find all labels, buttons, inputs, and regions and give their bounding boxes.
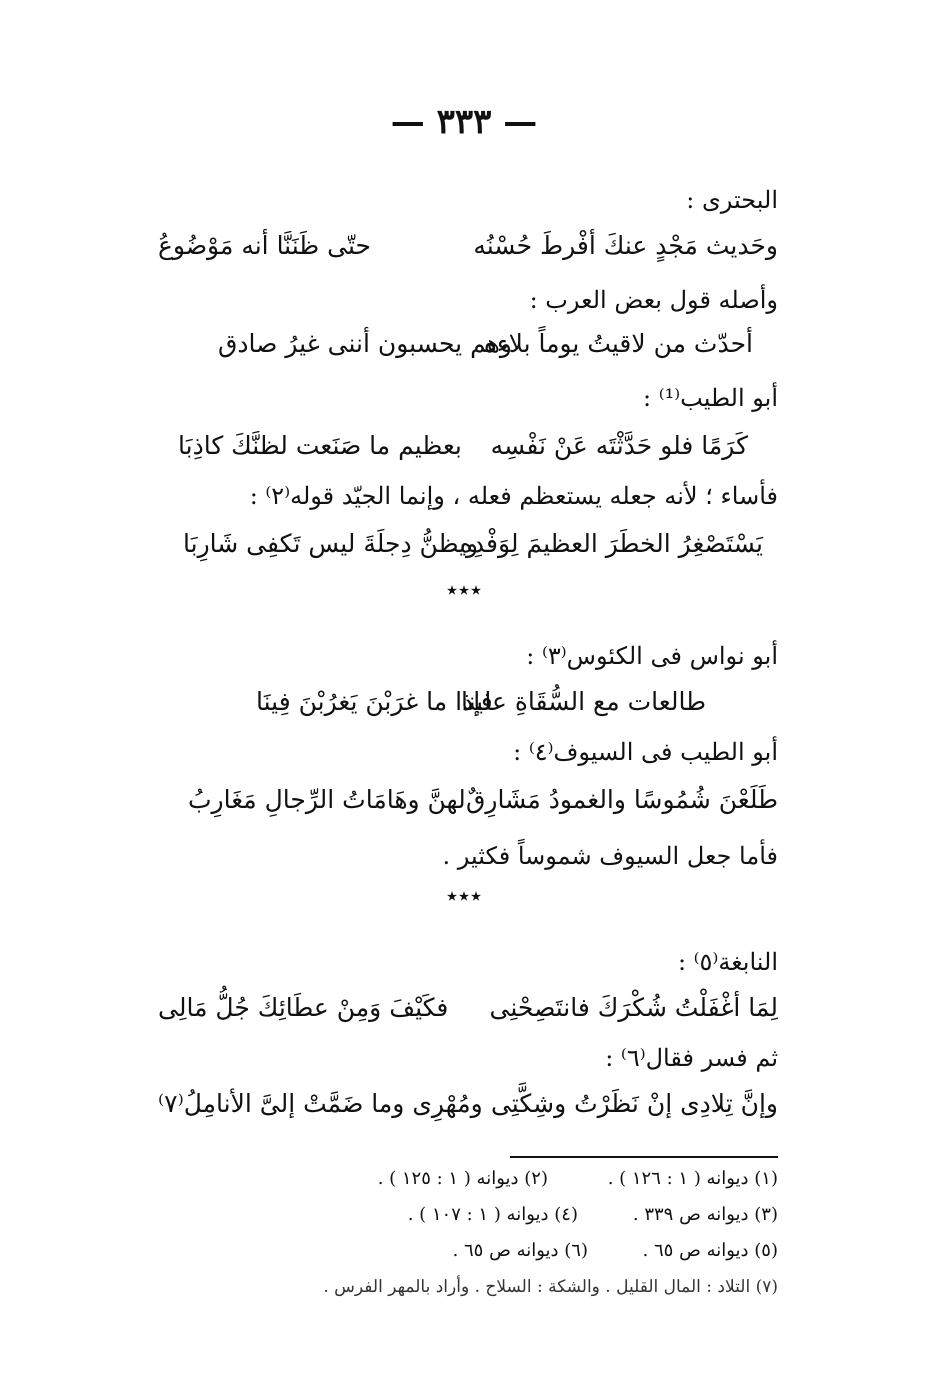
verse-8-second-hemistich: ومُهْرِى وما ضَمَّتْ إلىَّ الأنامِلُ⁽٧⁾ xyxy=(158,1089,483,1118)
verse-2 xyxy=(218,322,753,366)
verse-5 xyxy=(256,680,706,724)
footnote-3: (٣) ديوانه ص ٣٣٩ . xyxy=(632,1204,778,1225)
commentary-line: وأصله قول بعض العرب : xyxy=(529,286,778,314)
verse-1-second-hemistich: حتّى ظَنَنَّا أنه مَوْضُوعُ xyxy=(158,231,371,260)
footnote-2: (٢) ديوانه ( ١ : ١٢٥ ) . xyxy=(377,1168,548,1189)
verse-8 xyxy=(158,1082,778,1126)
verse-6-second-hemistich: لهنَّ وهَامَاتُ الرِّجالِ مَغَارِبُ xyxy=(188,785,466,814)
footnote-row-3 xyxy=(418,1236,778,1266)
verse-4 xyxy=(183,522,763,566)
verse-4-second-hemistich: ويظنُّ دِجلَةَ ليس تَكفِى شَارِبَا xyxy=(183,529,479,558)
section-separator: ٭٭٭ xyxy=(446,884,482,909)
verse-3-first-hemistich: كَرَمًا فلو حَدَّثْتَه عَنْ نَفْسِه xyxy=(490,431,748,460)
commentary-line: فأما جعل السيوف شموساً فكثير . xyxy=(442,842,778,870)
verse-1-first-hemistich: وحَديث مَجْدٍ عنكَ أفْرطَ حُسْنُه xyxy=(473,231,778,260)
verse-3 xyxy=(178,424,748,468)
verse-4-first-hemistich: يَسْتَصْغِرُ الخطَرَ العظيمَ لِوَفْدِه xyxy=(459,529,763,558)
footnote-6: (٦) ديوانه ص ٦٥ . xyxy=(452,1240,588,1261)
page-number: — ٣٣٣ — xyxy=(390,102,538,142)
verse-7 xyxy=(158,986,778,1030)
verse-8-first-hemistich: وإنَّ تِلادِى إنْ نَظَرْتُ وشِكَّتِى xyxy=(490,1089,778,1118)
verse-7-first-hemistich: لِمَا أغْفَلْتُ شُكْرَكَ فانتَصِحْنِى xyxy=(489,993,778,1022)
poet-heading-abu-tayyib: أبو الطيب⁽¹⁾ : xyxy=(643,384,778,412)
footnote-7: (٧) التلاد : المال القليل . والشكة : السلاح . وأراد بالمهر الفرس . xyxy=(323,1277,778,1297)
verse-6-first-hemistich: طَلَعْنَ شُمُوسًا والغمودُ مَشَارِقٌ xyxy=(466,785,778,814)
poet-heading-abu-nuwas: أبو نواس فى الكئوس⁽٣⁾ : xyxy=(526,642,778,670)
commentary-line: ثم فسر فقال⁽٦⁾ : xyxy=(605,1044,778,1072)
poet-heading-abu-tayyib-swords: أبو الطيب فى السيوف⁽٤⁾ : xyxy=(513,738,778,766)
commentary-line: فأساء ؛ لأنه جعله يستعظم فعله ، وإنما الجيّد قوله⁽٢⁾ : xyxy=(249,482,778,510)
verse-2-first-hemistich: أحدّث من لاقيتُ يوماً بلاءه xyxy=(483,329,753,358)
verse-2-second-hemistich: وهم يحسبون أننى غيرُ صادق xyxy=(218,329,512,358)
footnote-row-2 xyxy=(348,1200,778,1230)
footnote-5: (٥) ديوانه ص ٦٥ . xyxy=(642,1240,778,1261)
verse-1 xyxy=(158,224,778,268)
verse-3-second-hemistich: بعظيم ما صَنَعت لظنَّكَ كاذِبَا xyxy=(178,431,462,460)
footnote-row-1 xyxy=(318,1164,778,1194)
footnote-1: (١) ديوانه ( ١ : ١٢٦ ) . xyxy=(607,1168,778,1189)
section-separator: ٭٭٭ xyxy=(446,578,482,603)
verse-5-second-hemistich: فإذا ما غرَبْنَ يَغرُبْنَ فِينَا xyxy=(256,687,493,716)
verse-7-second-hemistich: فكَيْفَ وَمِنْ عطَائِكَ جُلُّ مَالِى xyxy=(158,993,449,1022)
footnote-divider xyxy=(510,1156,778,1158)
poet-heading-buhturi: البحترى : xyxy=(686,186,778,214)
poet-heading-nabigha: النابغة⁽٥⁾ : xyxy=(677,948,778,976)
footnote-4: (٤) ديوانه ( ١ : ١٠٧ ) . xyxy=(407,1204,578,1225)
verse-6 xyxy=(188,778,778,822)
verse-5-first-hemistich: طالعات مع السُّقَاةِ علينا xyxy=(460,687,706,716)
